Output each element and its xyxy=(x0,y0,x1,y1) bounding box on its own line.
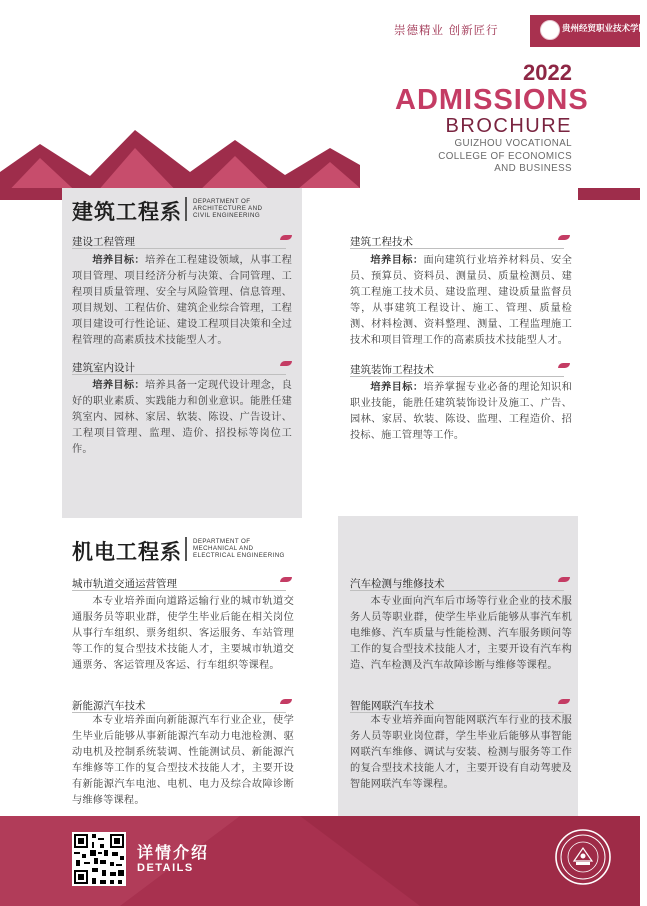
program-description: 培养目标：培养具备一定现代设计理念，良好的职业素质、实践能力和创业意识。能胜任建筑室内、园林、家居、软装、陈设、广告设计、工程项目管理、监理、造价、招投标等岗位工作。 xyxy=(72,380,292,456)
program-description: 本专业面向汽车后市场等行业企业的技术服务人员等职业群，使学生毕业后能够从事汽车机电维修、汽车质量与性能检测、汽车服务顾问等工作的复合型技术技能人才，主要开设有汽车构造、汽车检测及汽车故障诊断与维修等课程。 xyxy=(350,596,572,672)
program-title: 新能源汽车技术 xyxy=(72,700,146,712)
program-rule xyxy=(72,590,286,591)
dept-english-mechatronics: DEPARTMENT OF MECHANICAL AND ELECTRICAL ENGINEERING xyxy=(193,538,285,559)
program-title: 建筑工程技术 xyxy=(350,236,413,248)
details-label-english: DETAILS xyxy=(137,862,194,874)
decorative-peaks xyxy=(0,100,640,200)
program-title: 建筑装饰工程技术 xyxy=(350,364,434,376)
program-rule xyxy=(350,376,564,377)
program-rule xyxy=(72,248,286,249)
program-title: 城市轨道交通运营管理 xyxy=(72,578,177,590)
program-description: 培养目标：面向建筑行业培养材料员、安全员、预算员、资料员、测量员、质量检测员、建筑工程施工技术员、建设监理、建设质量监督员等，从事建筑工程设计、施工、管理、质量检测、材料检测、资料整理、测量、工程监理施工技术和项目管理工作的高素质技术技能型人才。 xyxy=(350,255,572,347)
program-title: 智能网联汽车技术 xyxy=(350,700,434,712)
program-description: 本专业培养面向道路运输行业的城市轨道交通服务员等职业群，使学生毕业后能在相关岗位从事行车组织、票务组织、客运服务、车站管理等工作的复合型技术技能人才，主要城市轨道交通票务、客运管理及客运、行车组织等课程。 xyxy=(72,596,294,672)
brochure-subtitle: BROCHURE xyxy=(445,115,572,137)
dept-english-architecture: DEPARTMENT OF ARCHITECTURE AND CIVIL ENGINEERING xyxy=(193,198,263,219)
program-description: 培养目标：培养在工程建设领域，从事工程项目管理、项目经济分析与决策、合同管理、工程项目质量管理、安全与风险管理、信息管理、项目规划、工程估价、建筑企业综合管理，工程项目建设可行性论证、建设工程项目决策和全过程管理的高素质技术技能型人才。 xyxy=(72,255,292,347)
details-label: 详情介绍 xyxy=(137,843,210,862)
college-seal-icon xyxy=(540,20,560,40)
dept-title-architecture: 建筑工程系 xyxy=(72,200,182,224)
program-title: 汽车检测与维修技术 xyxy=(350,578,445,590)
admissions-title: ADMISSIONS xyxy=(395,84,589,116)
program-description: 本专业培养面向新能源汽车行业企业，使学生毕业后能够从事新能源汽车动力电池检测、驱动电机及控制系统装调、性能测试员、新能源汽车维修等工作的复合型技术技能人才，主要开设有新能源汽车电池、电机、电力及综合故障诊断与维修等课程。 xyxy=(72,715,294,807)
dept-divider xyxy=(185,197,187,221)
program-rule xyxy=(72,374,286,375)
college-logo-text: 贵州经贸职业技术学院 xyxy=(562,24,647,34)
dept-divider xyxy=(185,537,187,561)
program-title: 建设工程管理 xyxy=(72,236,135,248)
qr-code[interactable] xyxy=(72,832,126,886)
college-emblem-icon xyxy=(554,828,612,886)
program-rule xyxy=(350,248,564,249)
program-rule xyxy=(350,590,564,591)
slogan: 崇德精业 创新匠行 xyxy=(394,23,499,37)
program-description: 培养目标：培养掌握专业必备的理论知识和职业技能，能胜任建筑装饰设计及施工、广告、园林、家居、软装、陈设、监理、工程造价、招投标、施工管理等工作。 xyxy=(350,382,572,442)
program-title: 建筑室内设计 xyxy=(72,362,135,374)
dept-title-mechatronics: 机电工程系 xyxy=(72,540,182,564)
college-english-name: GUIZHOU VOCATIONAL COLLEGE OF ECONOMICS AND BUSINESS xyxy=(438,138,572,174)
program-description: 本专业培养面向智能网联汽车行业的技术服务人员等职业岗位群，学生毕业后能够从事智能网联汽车维修、调试与安装、检测与服务等工作的复合型技术技能人才，主要开设有自动驾驶及智能网联汽车等课程。 xyxy=(350,715,572,791)
brochure-year: 2022 xyxy=(523,60,572,85)
